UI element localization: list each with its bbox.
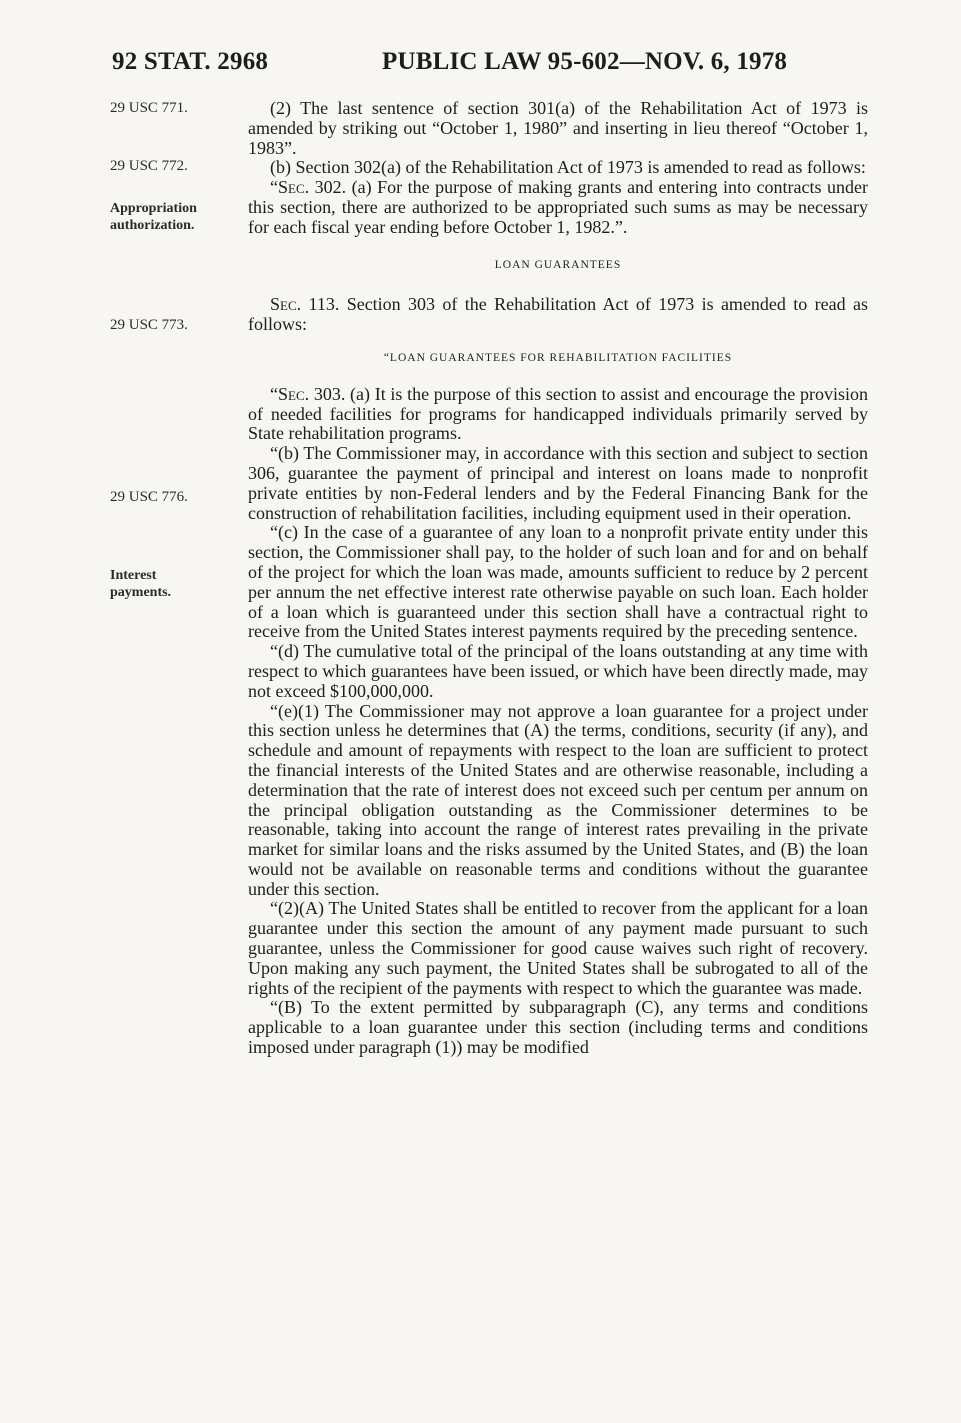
heading-loan-guarantees: LOAN GUARANTEES <box>494 258 622 271</box>
margin-note-usc-773: 29 USC 773. <box>110 317 188 333</box>
statute-body <box>248 99 868 1058</box>
paragraph-sec-302 <box>248 178 868 237</box>
margin-note-usc-772: 29 USC 772. <box>110 158 188 174</box>
paragraph-b-commissioner-guarantee: “(b) The Commissioner may, in accordance with this section and subject to section 306, guarantee the payment of principal and interest on loans made to nonprofit private entities by non-Federal lenders and by the Federal Financing Bank for the construction of rehabilitation facilities, including equipment used in their operation. <box>248 443 868 523</box>
statute-page-number: 92 STAT. 2968 <box>112 48 269 75</box>
page-header <box>112 48 872 88</box>
paragraph-e-2-a-recovery: “(2)(A) The United States shall be entitled to recover from the applicant for a loan guarantee under this section the amount of any payment made pursuant to such guarantee, unless the Commissioner for good cause waives such right of recovery. Upon making any such payment, the United States shall be subrogated to all of the rights of the recipient of the payments with respect to which the guarantee was made. <box>248 898 868 998</box>
paragraph-e-2-b-modification: “(B) To the extent permitted by subparagraph (C), any terms and conditions applicable to a loan guarantee under this section (including terms and conditions imposed under paragraph (1)) may be modified <box>248 997 868 1058</box>
paragraph-2-section-301: (2) The last sentence of section 301(a) of the Rehabilitation Act of 1973 is amended by striking out “October 1, 1980” and inserting in lieu thereof “October 1, 1983”. <box>248 98 868 158</box>
paragraph-sec-303-a <box>248 385 868 444</box>
paragraph-c-interest-payments: “(c) In the case of a guarantee of any loan to a nonprofit private entity under this section, the Commissioner shall pay, to the holder of such loan and for and on behalf of the project for which the loan was made, amounts sufficient to reduce by 2 percent per annum the net effective interest rate otherwise payable on such loan. Each holder of a loan which is guaranteed under this section shall have a contractual right to receive from the United States interest payments required by the preceding sentence. <box>248 522 868 642</box>
paragraph-text: 113. Section 303 of the Rehabilitation Act of 1973 is amended to read as follows: <box>248 294 868 335</box>
sec-label: “Sec. <box>270 177 310 198</box>
paragraph-e-1-approval: “(e)(1) The Commissioner may not approve a loan guarantee for a project under this section unless he determines that (A) the terms, conditions, security (if any), and schedule and amount of repayments with respect to the loan are sufficient to protect the financial interests of the United States and are otherwise reasonable, including a determination that the rate of interest does not exceed such per centum per annum on the principal obligation outstanding as the Commissioner determines to be reasonable, taking into account the range of interest rates prevailing in the private market for similar loans and the risks assumed by the United States, and (B) the loan would not be available on reasonable terms and conditions without the guarantee under this section. <box>248 700 868 899</box>
paragraph-b-section-302: (b) Section 302(a) of the Rehabilitation Act of 1973 is amended to read as follows: <box>270 157 866 178</box>
paragraph-text: 302. (a) For the purpose of making grants and entering into contracts under this section, there are authorized to be appropriated such sums as may be necessary for each fiscal year ending before October 1, 1982.”. <box>248 177 868 237</box>
public-law-title: PUBLIC LAW 95-602—NOV. 6, 1978 <box>382 48 788 75</box>
paragraph-d-cumulative-total: “(d) The cumulative total of the principal of the loans outstanding at any time with respect to which guarantees have been issued, or which have been directly made, may not exceed $100,000,000. <box>248 641 868 701</box>
heading-rehabilitation-facilities: “LOAN GUARANTEES FOR REHABILITATION FACILITIES <box>383 351 733 364</box>
paragraph-text: 303. (a) It is the purpose of this section to assist and encourage the provision of needed facilities for programs for handicapped individuals primarily served by State rehabilitation programs. <box>248 383 868 444</box>
margin-note-appropriation: Appropriation authorization. <box>110 201 197 233</box>
sec-label: Sec. <box>270 294 302 315</box>
paragraph-sec-113 <box>248 295 868 335</box>
margin-note-usc-771: 29 USC 771. <box>110 100 188 116</box>
sec-label: “Sec. <box>270 383 310 404</box>
margin-note-usc-776: 29 USC 776. <box>110 489 188 505</box>
margin-note-interest-payments: Interest payments. <box>110 568 172 600</box>
